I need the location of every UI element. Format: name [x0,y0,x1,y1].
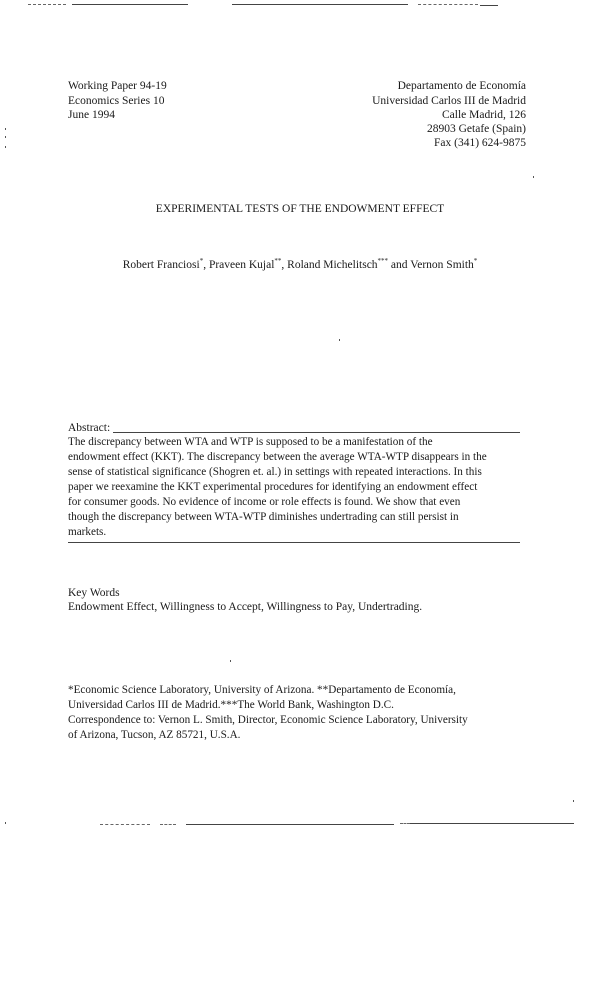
author-affiliation-mark: ** [274,257,282,265]
author-list [0,259,600,271]
footnote-line: of Arizona, Tucson, AZ 85721, U.S.A. [68,729,241,741]
abstract-line: for consumer goods. No evidence of income or role effects is found. We show that even [68,496,461,508]
author-name: Vernon Smith [410,259,474,271]
working-paper-number: Working Paper 94-19 [68,80,167,92]
paper-title: EXPERIMENTAL TESTS OF THE ENDOWMENT EFFECT [155,203,445,215]
author-name: Praveen Kujal [208,259,275,271]
footnote-line: Correspondence to: Vernon L. Smith, Director, Economic Science Laboratory, University [68,714,468,726]
author-affiliation-mark: * [199,257,204,265]
series-label: Economics Series 10 [68,95,165,107]
author-affiliation-mark: *** [377,257,389,265]
abstract-label: Abstract: [68,422,111,434]
fax-number: Fax (341) 624-9875 [434,137,526,149]
author-name: Robert Franciosi [122,259,200,271]
department-name: Departamento de Economía [397,80,526,92]
abstract-line: though the discrepancy between WTA-WTP diminishes undertrading can still persist in [68,511,459,523]
university-name: Universidad Carlos III de Madrid [372,95,526,107]
abstract-line: markets. [68,526,107,538]
footnote-line: Universidad Carlos III de Madrid.***The World Bank, Washington D.C. [68,699,394,711]
publication-date: June 1994 [68,109,115,121]
city-address: 28903 Getafe (Spain) [427,123,526,135]
abstract-bottom-rule [68,542,520,543]
author-separator: , [281,259,288,271]
abstract-body [68,435,528,540]
footnotes [68,683,538,743]
keywords-label: Key Words [68,587,120,599]
author-separator: , [203,259,209,271]
author-name: Roland Michelitsch [287,259,378,271]
author-separator: and [388,259,411,271]
abstract-line: paper we reexamine the KKT experimental procedures for identifying an endowment effect [68,481,478,493]
author-affiliation-mark: * [473,257,478,265]
abstract-top-rule [113,432,520,433]
abstract-line: The discrepancy between WTA and WTP is supposed to be a manifestation of the [68,436,433,448]
street-address: Calle Madrid, 126 [442,109,526,121]
abstract-line: sense of statistical significance (Shogren et. al.) in settings with repeated interactions. In this [68,466,482,478]
keywords-text: Endowment Effect, Willingness to Accept, Willingness to Pay, Undertrading. [68,601,423,613]
abstract-line: endowment effect (KKT). The discrepancy between the average WTA-WTP disappears in the [68,451,487,463]
footnote-line: *Economic Science Laboratory, University of Arizona. **Departamento de Economía, [68,684,456,696]
